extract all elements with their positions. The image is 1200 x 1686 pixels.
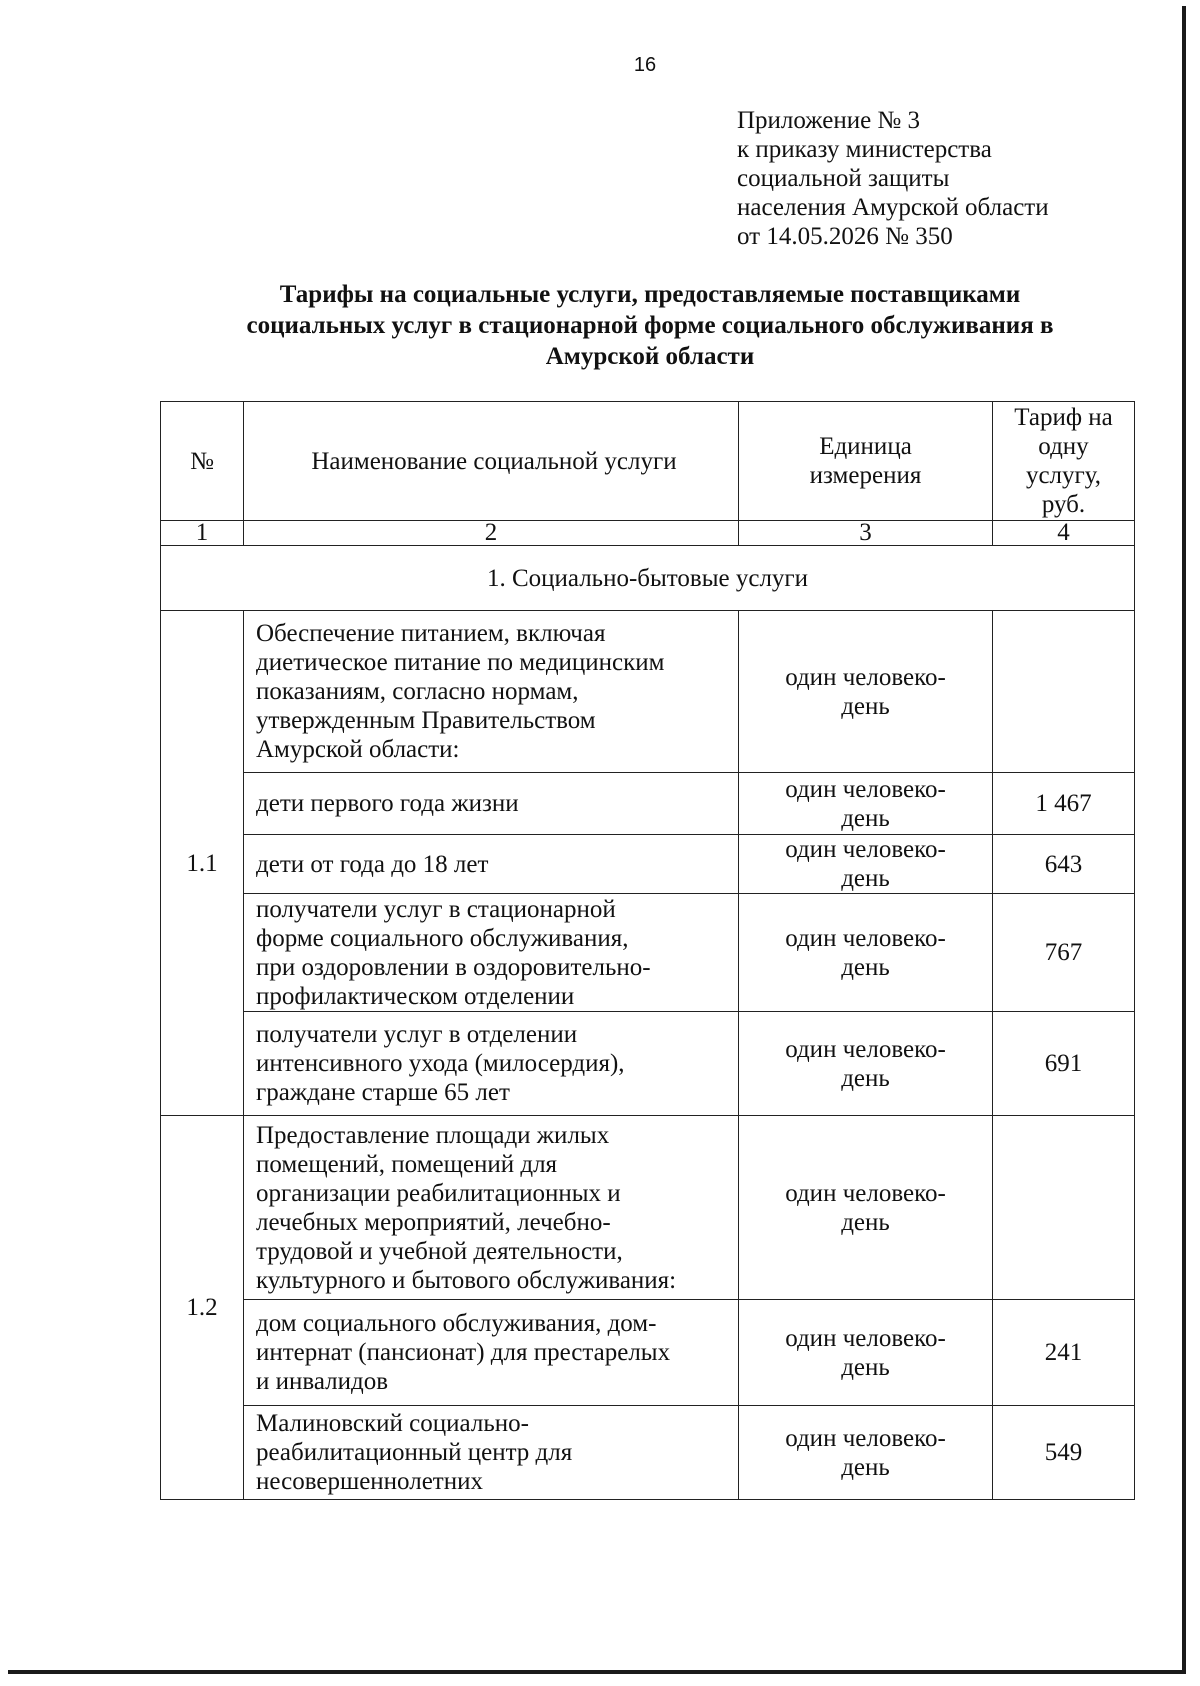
table-row [161, 1406, 1135, 1500]
unit-line: один человеко- [785, 924, 946, 952]
appendix-line: от 14.05.2026 № 350 [737, 223, 953, 250]
service-name-line: Предоставление площади жилых [256, 1121, 610, 1149]
service-name [244, 835, 739, 894]
unit-line: один человеко- [785, 775, 946, 803]
appendix-line: населения Амурской области [737, 194, 1049, 221]
appendix-line: Приложение № 3 [737, 107, 921, 134]
unit-of-measure [739, 835, 993, 894]
header-price-line: руб. [1041, 491, 1086, 518]
service-name-line: лечебных мероприятий, лечебно- [256, 1208, 611, 1236]
document-title [150, 279, 1150, 372]
title-line: Амурской области [545, 343, 755, 370]
service-name-line: интернат (пансионат) для престарелых [256, 1339, 671, 1366]
service-name-line: при оздоровлении в оздоровительно- [256, 953, 651, 981]
tariffs-table [160, 401, 1135, 1500]
row-number: 1.2 [161, 1116, 244, 1500]
service-name [244, 1300, 739, 1406]
header-unit-line: Единица [819, 433, 912, 460]
table-row [161, 1116, 1135, 1300]
unit-of-measure [739, 894, 993, 1012]
service-name-line: утвержденным Правительством [256, 707, 596, 734]
tariff-price: 691 [993, 1012, 1135, 1116]
unit-line: день [841, 1064, 890, 1092]
unit-of-measure [739, 1406, 993, 1500]
tariff-price: 241 [993, 1300, 1135, 1406]
unit-line: один человеко- [785, 1179, 946, 1207]
unit-of-measure [739, 1116, 993, 1300]
column-number: 3 [739, 521, 993, 546]
unit-line: день [841, 953, 890, 981]
service-name-line: несовершеннолетних [256, 1468, 483, 1495]
column-number: 1 [161, 521, 244, 546]
service-name-line: дом социального обслуживания, дом- [256, 1310, 657, 1337]
unit-line: один человеко- [785, 1035, 946, 1063]
title-line: социальных услуг в стационарной форме социального обслуживания в [246, 312, 1054, 339]
service-name-line: диетическое питание по медицинским [256, 649, 665, 676]
service-name-line: форме социального обслуживания, [256, 924, 629, 952]
title-line: Тарифы на социальные услуги, предоставляемые поставщиками [279, 281, 1021, 308]
service-name-line: показаниям, согласно нормам, [256, 678, 579, 705]
column-number: 2 [244, 521, 739, 546]
service-name-line: граждане старше 65 лет [256, 1079, 510, 1106]
section-title: 1. Социально-бытовые услуги [161, 546, 1135, 611]
service-name-line: культурного и бытового обслуживания: [256, 1266, 677, 1294]
service-name [244, 1406, 739, 1500]
unit-line: один человеко- [785, 836, 946, 863]
service-name-line: реабилитационный центр для [256, 1439, 573, 1466]
table-row [161, 1012, 1135, 1116]
tariff-price: 767 [993, 894, 1135, 1012]
unit-of-measure [739, 1300, 993, 1406]
unit-line: один человеко- [785, 1324, 946, 1352]
service-name [244, 894, 739, 1012]
appendix-line: к приказу министерства [737, 136, 992, 163]
service-name [244, 1116, 739, 1300]
unit-line: день [841, 692, 890, 720]
service-name [244, 611, 739, 773]
service-name-line: Малиновский социально- [256, 1410, 529, 1437]
service-name-line: помещений, помещений для [256, 1150, 558, 1178]
service-name-line: организации реабилитационных и [256, 1179, 621, 1207]
appendix-line: социальной защиты [737, 165, 950, 192]
unit-line: день [841, 1453, 890, 1481]
service-name-line: трудовой и учебной деятельности, [256, 1237, 623, 1265]
header-name: Наименование социальной услуги [244, 402, 739, 521]
unit-line: один человеко- [785, 663, 946, 691]
section-row [161, 546, 1135, 611]
unit-line: один человеко- [785, 1424, 946, 1452]
unit-line: день [841, 1208, 890, 1236]
service-name-line: и инвалидов [256, 1368, 389, 1395]
service-name [244, 1012, 739, 1116]
service-name-line: дети от года до 18 лет [256, 850, 489, 878]
table-header-row [161, 402, 1135, 521]
service-name-line: профилактическом отделении [256, 982, 575, 1010]
header-price-line: услугу, [1025, 462, 1102, 489]
unit-of-measure [739, 1012, 993, 1116]
header-price-line: Тариф на [1014, 404, 1113, 431]
service-name-line: получатели услуг в отделении [256, 1021, 578, 1048]
page-number: 16 [633, 54, 657, 76]
unit-of-measure [739, 611, 993, 773]
service-name-line: Амурской области: [256, 736, 460, 763]
tariff-price [993, 611, 1135, 773]
service-name [244, 773, 739, 835]
unit-line: день [841, 865, 890, 892]
header-price-line: одну [1038, 433, 1089, 460]
unit-line: день [841, 804, 890, 832]
row-number: 1.1 [161, 611, 244, 1116]
table-row [161, 894, 1135, 1012]
service-name-line: получатели услуг в стационарной [256, 895, 616, 923]
header-unit-line: измерения [809, 462, 922, 489]
tariff-price: 549 [993, 1406, 1135, 1500]
appendix-block [737, 106, 1049, 251]
unit-of-measure [739, 773, 993, 835]
column-number-row [161, 521, 1135, 546]
unit-line: день [841, 1353, 890, 1381]
tariff-price: 1 467 [993, 773, 1135, 835]
header-price [993, 402, 1135, 521]
header-unit [739, 402, 993, 521]
table-row [161, 773, 1135, 835]
table-row [161, 1300, 1135, 1406]
service-name-line: интенсивного ухода (милосердия), [256, 1050, 625, 1077]
column-number: 4 [993, 521, 1135, 546]
table-row [161, 611, 1135, 773]
service-name-line: дети первого года жизни [256, 790, 519, 817]
service-name-line: Обеспечение питанием, включая [256, 620, 606, 647]
tariff-price [993, 1116, 1135, 1300]
table-row [161, 835, 1135, 894]
header-num: № [161, 402, 244, 521]
tariff-price: 643 [993, 835, 1135, 894]
